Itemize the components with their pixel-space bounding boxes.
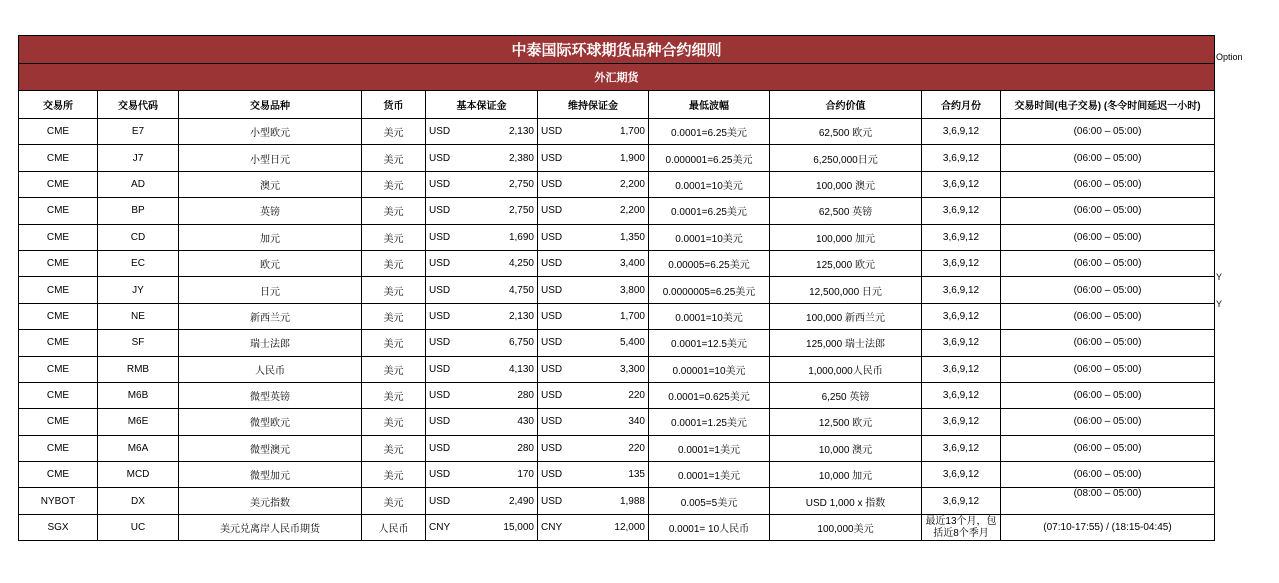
sheet-title[interactable]: 中泰国际环球期货品种合约细则 [19, 36, 1215, 64]
cell-exchange[interactable]: CME [19, 198, 98, 224]
cell-tick[interactable]: 0.005=5美元 [649, 488, 770, 514]
cell-initial-margin-amount: 430 [517, 416, 534, 428]
cell-contract-value[interactable]: 10,000 加元 [770, 462, 922, 488]
cell-code[interactable]: E7 [98, 119, 179, 145]
cell-currency[interactable]: 美元 [362, 171, 426, 197]
cell-contract-value[interactable]: 62,500 英镑 [770, 198, 922, 224]
cell-currency[interactable]: 美元 [362, 198, 426, 224]
cell-tick[interactable]: 0.0001=10美元 [649, 224, 770, 250]
cell-exchange[interactable]: CME [19, 330, 98, 356]
cell-trading-hours[interactable]: (06:00 – 05:00) [1001, 171, 1215, 197]
cell-contract-value[interactable]: 100,000美元 [770, 514, 922, 540]
cell-initial-margin-amount: 170 [517, 469, 534, 481]
cell-exchange[interactable]: CME [19, 435, 98, 461]
cell-product[interactable]: 小型日元 [179, 145, 362, 171]
header-maintenance-margin[interactable]: 维持保证金 [538, 91, 649, 119]
cell-initial-margin-currency: USD [429, 152, 451, 164]
cell-tick[interactable]: 0.0001=6.25美元 [649, 198, 770, 224]
cell-contract-months[interactable]: 最近13个月，包括近8个季月 [922, 514, 1001, 540]
section-title[interactable]: 外汇期货 [19, 64, 1215, 91]
cell-trading-hours[interactable]: (06:00 – 05:00) [1001, 224, 1215, 250]
cell-maintenance-margin-currency: USD [541, 495, 563, 507]
cell-maintenance-margin-amount: 3,300 [619, 363, 645, 375]
cell-maintenance-margin-amount: 1,700 [619, 310, 645, 322]
cell-product[interactable]: 日元 [179, 277, 362, 303]
cell-maintenance-margin-currency: USD [541, 310, 563, 322]
cell-tick[interactable]: 0.0001=1美元 [649, 435, 770, 461]
cell-currency[interactable]: 美元 [362, 382, 426, 408]
cell-initial-margin-currency: USD [429, 495, 451, 507]
cell-initial-margin-currency: USD [429, 337, 451, 349]
cell-maintenance-margin-currency: USD [541, 205, 563, 217]
cell-contract-value[interactable]: 10,000 澳元 [770, 435, 922, 461]
cell-contract-months[interactable]: 3,6,9,12 [922, 409, 1001, 435]
cell-code[interactable]: CD [98, 224, 179, 250]
cell-currency[interactable]: 美元 [362, 250, 426, 276]
contract-spec-table [18, 35, 1215, 541]
cell-contract-value[interactable]: 125,000 欧元 [770, 250, 922, 276]
cell-trading-hours[interactable]: (06:00 – 05:00) [1001, 198, 1215, 224]
cell-code[interactable]: NE [98, 303, 179, 329]
cell-initial-margin-currency: USD [429, 178, 451, 190]
cell-currency[interactable]: 美元 [362, 488, 426, 514]
cell-maintenance-margin-amount: 340 [628, 416, 645, 428]
cell-initial-margin[interactable] [426, 462, 538, 488]
cell-tick[interactable]: 0.0000005=6.25美元 [649, 277, 770, 303]
cell-initial-margin[interactable] [426, 277, 538, 303]
side-label-y2: Y [1216, 299, 1223, 309]
header-product[interactable]: 交易品种 [179, 91, 362, 119]
cell-maintenance-margin[interactable] [538, 409, 649, 435]
cell-contract-value[interactable]: 62,500 欧元 [770, 119, 922, 145]
cell-product[interactable]: 加元 [179, 224, 362, 250]
cell-initial-margin-amount: 2,380 [508, 152, 534, 164]
cell-initial-margin-amount: 15,000 [503, 522, 534, 534]
cell-initial-margin[interactable] [426, 119, 538, 145]
cell-initial-margin-currency: CNY [429, 522, 451, 534]
cell-initial-margin-amount: 280 [517, 390, 534, 402]
cell-maintenance-margin-currency: USD [541, 390, 563, 402]
cell-code[interactable]: MCD [98, 462, 179, 488]
cell-initial-margin[interactable] [426, 488, 538, 514]
cell-initial-margin-currency: USD [429, 310, 451, 322]
cell-contract-months[interactable]: 3,6,9,12 [922, 171, 1001, 197]
cell-tick[interactable]: 0.0001= 10人民币 [649, 514, 770, 540]
cell-contract-value[interactable]: 12,500 欧元 [770, 409, 922, 435]
cell-tick[interactable]: 0.0001=10美元 [649, 303, 770, 329]
cell-exchange[interactable]: CME [19, 356, 98, 382]
cell-maintenance-margin-amount: 1,350 [619, 231, 645, 243]
cell-maintenance-margin-amount: 5,400 [619, 337, 645, 349]
cell-product[interactable]: 美元指数 [179, 488, 362, 514]
cell-maintenance-margin-currency: USD [541, 442, 563, 454]
cell-maintenance-margin[interactable] [538, 330, 649, 356]
cell-initial-margin-amount: 4,250 [508, 258, 534, 270]
cell-contract-value[interactable]: 1,000,000人民币 [770, 356, 922, 382]
cell-contract-value[interactable]: 12,500,000 日元 [770, 277, 922, 303]
table-row [19, 224, 1215, 250]
cell-maintenance-margin[interactable] [538, 224, 649, 250]
cell-code[interactable]: UC [98, 514, 179, 540]
cell-maintenance-margin[interactable] [538, 303, 649, 329]
cell-trading-hours[interactable]: (07:10-17:55) / (18:15-04:45) [1001, 514, 1215, 540]
cell-trading-hours[interactable]: (06:00 – 05:00) [1001, 303, 1215, 329]
cell-contract-value[interactable]: USD 1,000 x 指数 [770, 488, 922, 514]
table-row [19, 119, 1215, 145]
cell-tick[interactable]: 0.0001=1.25美元 [649, 409, 770, 435]
cell-initial-margin-currency: USD [429, 231, 451, 243]
table-row [19, 488, 1215, 514]
cell-maintenance-margin-currency: USD [541, 126, 563, 138]
cell-maintenance-margin[interactable] [538, 435, 649, 461]
cell-tick[interactable]: 0.0001=12.5美元 [649, 330, 770, 356]
cell-currency[interactable]: 美元 [362, 330, 426, 356]
cell-initial-margin-amount: 1,690 [508, 231, 534, 243]
cell-currency[interactable]: 人民币 [362, 514, 426, 540]
cell-currency[interactable]: 美元 [362, 356, 426, 382]
cell-initial-margin[interactable] [426, 514, 538, 540]
table-row [19, 356, 1215, 382]
cell-currency[interactable]: 美元 [362, 435, 426, 461]
cell-maintenance-margin[interactable] [538, 382, 649, 408]
cell-contract-months[interactable]: 3,6,9,12 [922, 356, 1001, 382]
cell-maintenance-margin-amount: 2,200 [619, 205, 645, 217]
cell-initial-margin[interactable] [426, 171, 538, 197]
cell-product[interactable]: 人民币 [179, 356, 362, 382]
cell-currency[interactable]: 美元 [362, 119, 426, 145]
cell-exchange[interactable]: CME [19, 145, 98, 171]
cell-product[interactable]: 美元兑离岸人民币期货 [179, 514, 362, 540]
cell-trading-hours[interactable]: (06:00 – 05:00) [1001, 356, 1215, 382]
cell-tick[interactable]: 0.0001=0.625美元 [649, 382, 770, 408]
cell-maintenance-margin-currency: USD [541, 258, 563, 270]
cell-maintenance-margin-amount: 220 [628, 390, 645, 402]
cell-contract-months[interactable]: 3,6,9,12 [922, 303, 1001, 329]
cell-maintenance-margin-currency: USD [541, 284, 563, 296]
cell-maintenance-margin[interactable] [538, 462, 649, 488]
table-row [19, 145, 1215, 171]
cell-code[interactable]: JY [98, 277, 179, 303]
cell-initial-margin-amount: 2,130 [508, 126, 534, 138]
cell-code[interactable]: M6E [98, 409, 179, 435]
cell-product[interactable]: 澳元 [179, 171, 362, 197]
cell-currency[interactable]: 美元 [362, 409, 426, 435]
table-row [19, 250, 1215, 276]
cell-trading-hours[interactable]: (06:00 – 05:00) [1001, 250, 1215, 276]
cell-exchange[interactable]: CME [19, 171, 98, 197]
cell-initial-margin[interactable] [426, 330, 538, 356]
cell-product[interactable]: 微型澳元 [179, 435, 362, 461]
table-row [19, 409, 1215, 435]
cell-code[interactable]: DX [98, 488, 179, 514]
cell-contract-months[interactable]: 3,6,9,12 [922, 198, 1001, 224]
header-row [19, 91, 1215, 119]
cell-trading-hours[interactable]: (06:00 – 05:00) [1001, 462, 1215, 488]
cell-maintenance-margin-currency: CNY [541, 522, 563, 534]
cell-initial-margin[interactable] [426, 198, 538, 224]
cell-initial-margin-currency: USD [429, 284, 451, 296]
cell-contract-value[interactable]: 100,000 新西兰元 [770, 303, 922, 329]
table-row [19, 514, 1215, 540]
cell-maintenance-margin-amount: 135 [628, 469, 645, 481]
cell-initial-margin[interactable] [426, 382, 538, 408]
cell-exchange[interactable]: CME [19, 382, 98, 408]
cell-maintenance-margin[interactable] [538, 119, 649, 145]
cell-code[interactable]: M6B [98, 382, 179, 408]
cell-trading-hours[interactable]: (06:00 – 05:00) [1001, 330, 1215, 356]
cell-trading-hours[interactable]: (06:00 – 05:00) [1001, 145, 1215, 171]
table-row [19, 435, 1215, 461]
table-row [19, 198, 1215, 224]
cell-initial-margin[interactable] [426, 224, 538, 250]
cell-tick[interactable]: 0.0001=1美元 [649, 462, 770, 488]
cell-maintenance-margin-amount: 1,988 [619, 495, 645, 507]
cell-product[interactable]: 小型欧元 [179, 119, 362, 145]
cell-product[interactable]: 瑞士法郎 [179, 330, 362, 356]
cell-currency[interactable]: 美元 [362, 277, 426, 303]
header-trading-hours[interactable]: 交易时间(电子交易) (冬令时间延迟一小时) [1001, 91, 1215, 119]
table-row [19, 277, 1215, 303]
table-row [19, 171, 1215, 197]
cell-trading-hours[interactable]: (06:00 – 05:00) [1001, 382, 1215, 408]
side-label-y1: Y [1216, 272, 1223, 282]
cell-trading-hours[interactable]: (06:00 – 05:00) [1001, 409, 1215, 435]
cell-tick[interactable]: 0.00001=10美元 [649, 356, 770, 382]
cell-initial-margin[interactable] [426, 250, 538, 276]
cell-currency[interactable]: 美元 [362, 224, 426, 250]
cell-exchange[interactable]: CME [19, 224, 98, 250]
cell-maintenance-margin[interactable] [538, 356, 649, 382]
header-exchange[interactable]: 交易所 [19, 91, 98, 119]
cell-tick[interactable]: 0.0001=10美元 [649, 171, 770, 197]
cell-maintenance-margin[interactable] [538, 250, 649, 276]
cell-product[interactable]: 微型加元 [179, 462, 362, 488]
cell-maintenance-margin-amount: 3,400 [619, 258, 645, 270]
header-currency[interactable]: 货币 [362, 91, 426, 119]
cell-exchange[interactable]: CME [19, 250, 98, 276]
table-row [19, 382, 1215, 408]
side-label-option: Option [1216, 52, 1243, 62]
cell-contract-value[interactable]: 125,000 瑞士法郎 [770, 330, 922, 356]
cell-maintenance-margin-amount: 3,800 [619, 284, 645, 296]
header-contract-months[interactable]: 合约月份 [922, 91, 1001, 119]
cell-initial-margin-currency: USD [429, 363, 451, 375]
cell-initial-margin-amount: 2,130 [508, 310, 534, 322]
table-row [19, 303, 1215, 329]
cell-exchange[interactable]: CME [19, 277, 98, 303]
cell-code[interactable]: AD [98, 171, 179, 197]
cell-maintenance-margin-amount: 2,200 [619, 178, 645, 190]
cell-contract-months[interactable]: 3,6,9,12 [922, 119, 1001, 145]
cell-trading-hours[interactable]: (06:00 – 05:00) [1001, 119, 1215, 145]
cell-initial-margin-currency: USD [429, 205, 451, 217]
cell-maintenance-margin-amount: 220 [628, 442, 645, 454]
cell-contract-months[interactable]: 3,6,9,12 [922, 330, 1001, 356]
cell-maintenance-margin-amount: 1,900 [619, 152, 645, 164]
cell-exchange[interactable]: CME [19, 409, 98, 435]
cell-initial-margin-currency: USD [429, 258, 451, 270]
cell-initial-margin-currency: USD [429, 469, 451, 481]
cell-initial-margin-currency: USD [429, 390, 451, 402]
cell-initial-margin-amount: 6,750 [508, 337, 534, 349]
cell-tick[interactable]: 0.00005=6.25美元 [649, 250, 770, 276]
table-row [19, 462, 1215, 488]
cell-contract-months[interactable]: 3,6,9,12 [922, 382, 1001, 408]
cell-product[interactable]: 微型欧元 [179, 409, 362, 435]
cell-trading-hours[interactable]: (08:00 – 05:00) [1001, 488, 1215, 514]
table-row [19, 330, 1215, 356]
cell-trading-hours[interactable]: (06:00 – 05:00) [1001, 277, 1215, 303]
cell-initial-margin-currency: USD [429, 416, 451, 428]
cell-code[interactable]: SF [98, 330, 179, 356]
cell-initial-margin-amount: 2,750 [508, 178, 534, 190]
cell-maintenance-margin-amount: 1,700 [619, 126, 645, 138]
cell-contract-value[interactable]: 6,250,000日元 [770, 145, 922, 171]
cell-contract-months[interactable]: 3,6,9,12 [922, 224, 1001, 250]
cell-maintenance-margin[interactable] [538, 145, 649, 171]
cell-initial-margin[interactable] [426, 435, 538, 461]
cell-initial-margin[interactable] [426, 356, 538, 382]
cell-trading-hours[interactable]: (06:00 – 05:00) [1001, 435, 1215, 461]
cell-maintenance-margin-currency: USD [541, 363, 563, 375]
cell-maintenance-margin-currency: USD [541, 152, 563, 164]
cell-contract-months[interactable]: 3,6,9,12 [922, 277, 1001, 303]
cell-initial-margin-amount: 280 [517, 442, 534, 454]
cell-contract-months[interactable]: 3,6,9,12 [922, 145, 1001, 171]
cell-contract-months[interactable]: 3,6,9,12 [922, 462, 1001, 488]
cell-currency[interactable]: 美元 [362, 303, 426, 329]
cell-contract-months[interactable]: 3,6,9,12 [922, 250, 1001, 276]
cell-maintenance-margin-currency: USD [541, 416, 563, 428]
cell-contract-value[interactable]: 100,000 澳元 [770, 171, 922, 197]
cell-contract-value[interactable]: 100,000 加元 [770, 224, 922, 250]
cell-contract-months[interactable]: 3,6,9,12 [922, 488, 1001, 514]
cell-initial-margin[interactable] [426, 145, 538, 171]
cell-initial-margin-currency: USD [429, 126, 451, 138]
header-contract-value[interactable]: 合约价值 [770, 91, 922, 119]
cell-maintenance-margin-amount: 12,000 [614, 522, 645, 534]
cell-product[interactable]: 微型英镑 [179, 382, 362, 408]
header-initial-margin[interactable]: 基本保证金 [426, 91, 538, 119]
header-code[interactable]: 交易代码 [98, 91, 179, 119]
cell-product[interactable]: 欧元 [179, 250, 362, 276]
cell-maintenance-margin-currency: USD [541, 178, 563, 190]
cell-exchange[interactable]: SGX [19, 514, 98, 540]
cell-currency[interactable]: 美元 [362, 462, 426, 488]
cell-maintenance-margin[interactable] [538, 488, 649, 514]
cell-code[interactable]: BP [98, 198, 179, 224]
cell-maintenance-margin[interactable] [538, 514, 649, 540]
cell-initial-margin-amount: 2,490 [508, 495, 534, 507]
cell-product[interactable]: 英镑 [179, 198, 362, 224]
cell-initial-margin[interactable] [426, 409, 538, 435]
cell-initial-margin-amount: 2,750 [508, 205, 534, 217]
cell-initial-margin-amount: 4,130 [508, 363, 534, 375]
cell-code[interactable]: RMB [98, 356, 179, 382]
cell-contract-months[interactable]: 3,6,9,12 [922, 435, 1001, 461]
cell-maintenance-margin-currency: USD [541, 231, 563, 243]
cell-code[interactable]: M6A [98, 435, 179, 461]
cell-product[interactable]: 新西兰元 [179, 303, 362, 329]
cell-maintenance-margin[interactable] [538, 171, 649, 197]
cell-initial-margin[interactable] [426, 303, 538, 329]
cell-exchange[interactable]: CME [19, 303, 98, 329]
cell-maintenance-margin[interactable] [538, 198, 649, 224]
cell-maintenance-margin-currency: USD [541, 469, 563, 481]
cell-currency[interactable]: 美元 [362, 145, 426, 171]
cell-initial-margin-currency: USD [429, 442, 451, 454]
cell-exchange[interactable]: NYBOT [19, 488, 98, 514]
cell-code[interactable]: J7 [98, 145, 179, 171]
cell-initial-margin-amount: 4,750 [508, 284, 534, 296]
header-tick[interactable]: 最低波幅 [649, 91, 770, 119]
cell-code[interactable]: EC [98, 250, 179, 276]
cell-tick[interactable]: 0.000001=6.25美元 [649, 145, 770, 171]
cell-exchange[interactable]: CME [19, 462, 98, 488]
cell-tick[interactable]: 0.0001=6.25美元 [649, 119, 770, 145]
cell-maintenance-margin[interactable] [538, 277, 649, 303]
cell-exchange[interactable]: CME [19, 119, 98, 145]
cell-maintenance-margin-currency: USD [541, 337, 563, 349]
cell-contract-value[interactable]: 6,250 英镑 [770, 382, 922, 408]
